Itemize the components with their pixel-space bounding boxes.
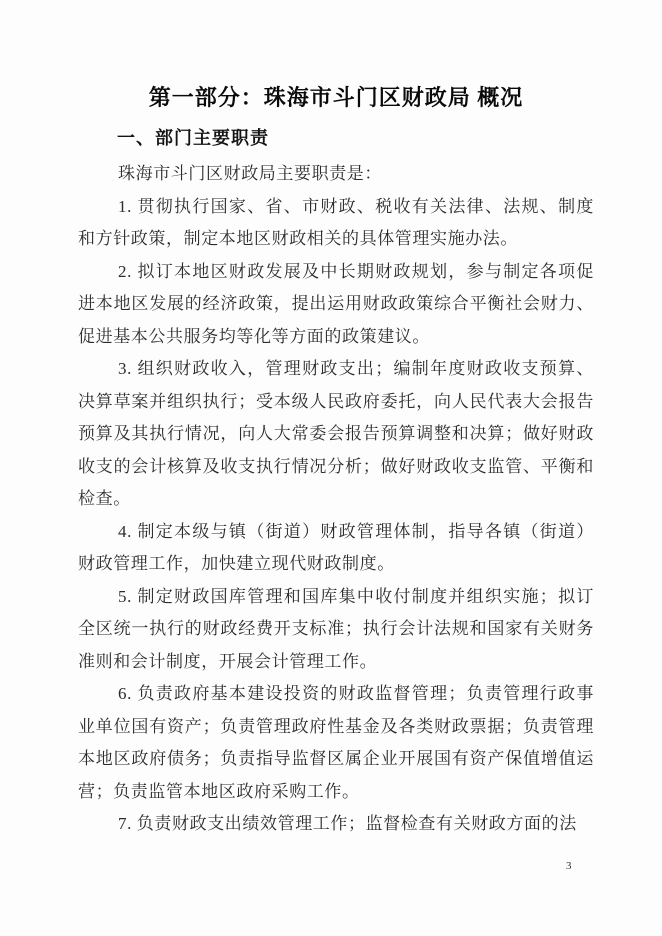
paragraph: 2. 拟订本地区财政发展及中长期财政规划，参与制定各项促进本地区发展的经济政策，提出运用财政政策综合平衡社会财力、促进基本公共服务均等化等方面的政策建议。 — [78, 261, 594, 346]
paragraph: 5. 制定财政国库管理和国库集中收付制度并组织实施；拟订全区统一执行的财政经费开支标准；执行会计法规和国家有关财务准则和会计制度，开展会计管理工作。 — [78, 586, 594, 671]
paragraph: 1. 贯彻执行国家、省、市财政、税收有关法律、法规、制度和方针政策，制定本地区财政相关的具体管理实施办法。 — [78, 196, 594, 248]
paragraph: 珠海市斗门区财政局主要职责是： — [118, 164, 382, 183]
document-body — [78, 158, 594, 841]
section-heading: 一、部门主要职责 — [117, 128, 269, 148]
paragraph: 3. 组织财政收入，管理财政支出；编制年度财政收支预算、决算草案并组织执行；受本级人民政府委托，向人民代表大会报告预算及其执行情况，向人大常委会报告预算调整和决算；做好财政收支的会计核算及收支执行情况分析；做好财政收支监管、平衡和检查。 — [78, 359, 594, 508]
paragraph: 6. 负责政府基本建设投资的财政监督管理；负责管理行政事业单位国有资产；负责管理政府性基金及各类财政票据；负责管理本地区政府债务；负责指导监督区属企业开展国有资产保值增值运营；负责监管本地区政府采购工作。 — [78, 684, 594, 801]
page-number: 3 — [566, 860, 572, 872]
paragraph: 7. 负责财政支出绩效管理工作；监督检查有关财政方面的法 — [118, 814, 577, 833]
document-title: 第一部分：珠海市斗门区财政局 概况 — [148, 85, 524, 110]
paragraph: 4. 制定本级与镇（街道）财政管理体制，指导各镇（街道）财政管理工作，加快建立现代财政制度。 — [78, 521, 594, 573]
